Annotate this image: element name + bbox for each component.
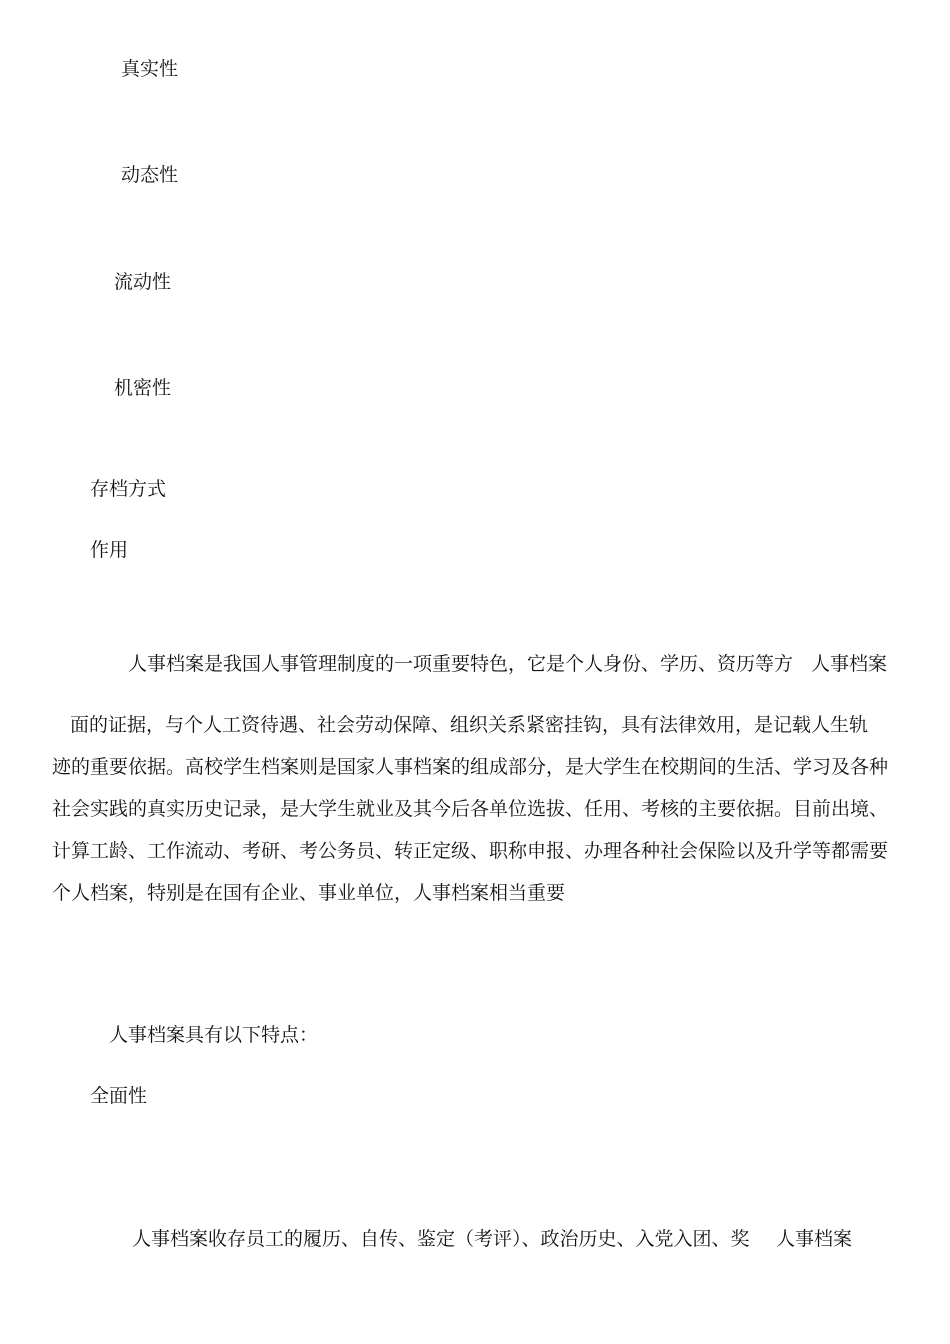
section-role: 作用 [90, 539, 129, 561]
role-paragraph-line: 社会实践的真实历史记录，是大学生就业及其今后各单位选拔、任用、考核的主要依据。目前出境、 [52, 798, 889, 820]
section-storage-method: 存档方式 [90, 478, 167, 500]
feature-comprehensiveness: 全面性 [90, 1085, 148, 1107]
characteristic-authenticity: 真实性 [121, 58, 179, 80]
role-paragraph-line: 面的证据，与个人工资待遇、社会劳动保障、组织关系紧密挂钩，具有法律效用，是记载人生轨 [70, 714, 869, 736]
characteristic-mobility: 流动性 [114, 271, 172, 293]
features-intro: 人事档案具有以下特点： [109, 1024, 319, 1046]
role-paragraph-line: 个人档案，特别是在国有企业、事业单位，人事档案相当重要 [52, 882, 566, 904]
bottom-paragraph-side-label: 人事档案 [776, 1228, 853, 1250]
characteristic-dynamic: 动态性 [121, 164, 179, 186]
role-paragraph-side-label: 人事档案 [811, 653, 888, 675]
role-paragraph-line: 迹的重要依据。高校学生档案则是国家人事档案的组成部分，是大学生在校期间的生活、学习及各种 [52, 756, 889, 778]
role-paragraph-first-line: 人事档案是我国人事管理制度的一项重要特色，它是个人身份、学历、资历等方 [128, 653, 794, 675]
characteristic-confidentiality: 机密性 [114, 377, 172, 399]
role-paragraph-line: 计算工龄、工作流动、考研、考公务员、转正定级、职称申报、办理各种社会保险以及升学等都需要 [52, 840, 889, 862]
bottom-paragraph-first-line: 人事档案收存员工的履历、自传、鉴定（考评）、政治历史、入党入团、奖 [132, 1228, 750, 1250]
